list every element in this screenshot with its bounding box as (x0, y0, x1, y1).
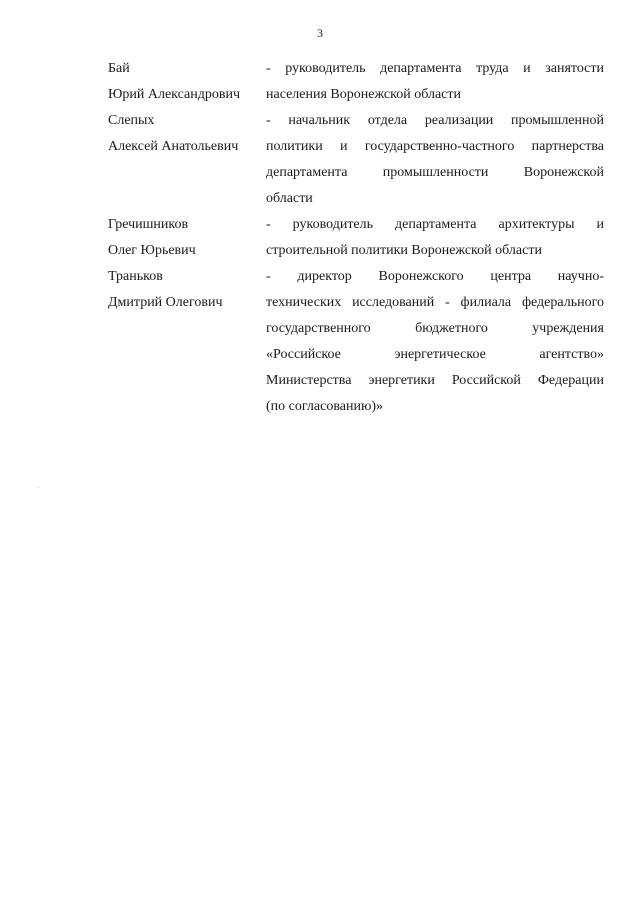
member-name (108, 108, 266, 160)
scan-artifact (38, 487, 39, 488)
member-name (108, 56, 266, 108)
member-entry (108, 264, 604, 420)
member-given-names: Алексей Анатольевич (108, 139, 239, 154)
member-entry (108, 56, 604, 108)
member-surname: Гречишников (108, 217, 189, 232)
member-name (108, 212, 266, 264)
position-line: - директор Воронежского центра научно- (266, 269, 604, 284)
position-line: «Российское энергетическое агентство» (266, 347, 604, 362)
member-position (266, 212, 604, 264)
position-line: Министерства энергетики Российской Федерации (266, 373, 604, 388)
position-line: - начальник отдела реализации промышленной (266, 113, 604, 128)
member-position (266, 56, 604, 108)
member-position (266, 108, 604, 212)
page-number: 3 (317, 26, 323, 40)
position-line: государственного бюджетного учреждения (266, 321, 604, 336)
position-line: департамента промышленности Воронежской (266, 165, 604, 180)
position-line: (по согласованию)» (266, 399, 384, 414)
position-line: строительной политики Воронежской области (266, 243, 542, 258)
member-given-names: Олег Юрьевич (108, 243, 196, 258)
member-entry (108, 212, 604, 264)
position-line: населения Воронежской области (266, 87, 461, 102)
member-given-names: Дмитрий Олегович (108, 295, 223, 310)
member-surname: Слепых (108, 113, 155, 128)
member-surname: Бай (108, 61, 130, 76)
member-position (266, 264, 604, 420)
member-list (108, 56, 604, 420)
position-line: политики и государственно-частного партнерства (266, 139, 604, 154)
member-given-names: Юрий Александрович (108, 87, 240, 102)
member-name (108, 264, 266, 316)
position-line: - руководитель департамента архитектуры и (266, 217, 604, 232)
position-line: - руководитель департамента труда и занятости (266, 61, 604, 76)
position-line: области (266, 191, 313, 206)
position-line: технических исследований - филиала федерального (266, 295, 604, 310)
member-entry (108, 108, 604, 212)
member-surname: Траньков (108, 269, 163, 284)
